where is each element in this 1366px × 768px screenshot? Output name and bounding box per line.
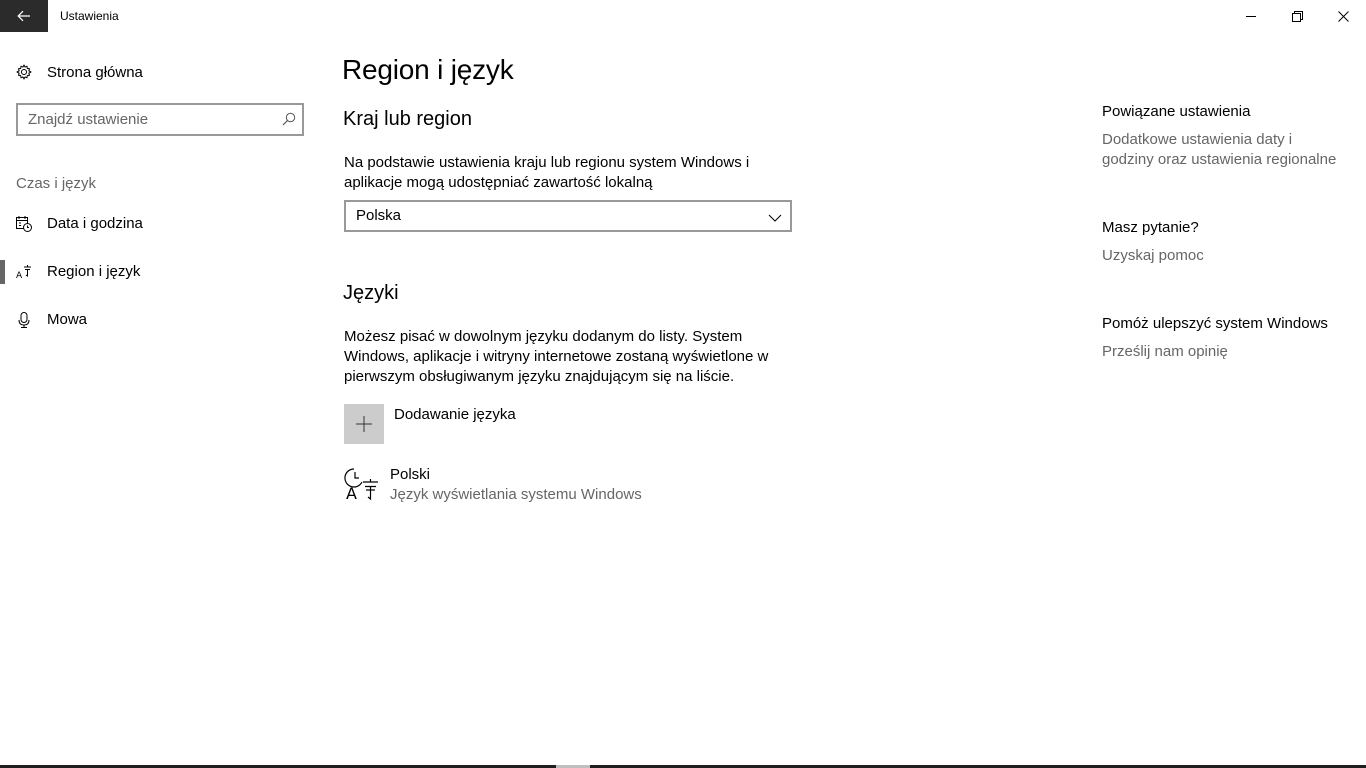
languages-description-line: Możesz pisać w dowolnym języku dodanym do listy. System <box>344 328 743 345</box>
language-subtitle: Język wyświetlania systemu Windows <box>390 486 642 503</box>
home-label: Strona główna <box>47 64 143 81</box>
sidebar-item-label: Mowa <box>47 311 88 328</box>
add-language-label: Dodawanie języka <box>394 406 516 423</box>
improve-heading: Pomóż ulepszyć system Windows <box>1102 315 1328 332</box>
question-heading: Masz pytanie? <box>1102 219 1199 236</box>
sidebar-item-date-time[interactable] <box>0 204 320 244</box>
region-description <box>344 153 749 193</box>
languages-description <box>344 327 768 387</box>
language-name: Polski <box>390 466 431 483</box>
related-link-line: Dodatkowe ustawienia daty i <box>1102 131 1293 148</box>
active-indicator <box>0 260 5 284</box>
region-description-line: aplikacje mogą udostępniać zawartość lokalną <box>344 174 653 191</box>
section-label: Czas i język <box>16 175 97 192</box>
sidebar-item-label: Data i godzina <box>47 215 143 232</box>
home-link[interactable] <box>0 58 320 88</box>
calendar-clock-icon <box>16 216 32 237</box>
restore-icon <box>1292 11 1303 22</box>
svg-text:A: A <box>16 271 23 280</box>
feedback-link[interactable]: Prześlij nam opinię <box>1102 343 1228 360</box>
sidebar <box>0 32 320 768</box>
region-heading: Kraj lub region <box>343 108 472 130</box>
country-selected-value: Polska <box>356 207 402 224</box>
languages-description-line: Windows, aplikacje i witryny internetowe zostaną wyświetlone w <box>344 348 769 365</box>
sidebar-item-label: Region i język <box>47 263 141 280</box>
add-language-tile[interactable] <box>344 404 384 444</box>
svg-text:A: A <box>346 484 357 502</box>
language-display-icon <box>344 466 380 507</box>
gear-icon <box>16 64 32 85</box>
languages-description-line: pierwszym obsługiwanym języku znajdującym się na liście. <box>344 368 735 385</box>
close-button[interactable] <box>1320 0 1366 32</box>
region-description-line: Na podstawie ustawienia kraju lub regionu system Windows i <box>344 154 750 171</box>
get-help-link[interactable]: Uzyskaj pomoc <box>1102 247 1204 264</box>
sidebar-item-region-language[interactable] <box>0 252 320 292</box>
app-title: Ustawienia <box>60 9 119 23</box>
country-dropdown[interactable] <box>344 200 792 232</box>
search-input[interactable] <box>18 105 268 134</box>
close-icon <box>1338 11 1349 22</box>
sidebar-item-speech[interactable] <box>0 300 320 340</box>
languages-heading: Języki <box>343 282 399 304</box>
related-heading: Powiązane ustawienia <box>1102 103 1251 120</box>
plus-icon <box>355 415 373 433</box>
search-icon[interactable] <box>282 112 296 131</box>
main-content <box>342 32 1042 768</box>
related-link-line: godziny oraz ustawienia regionalne <box>1102 151 1337 168</box>
minimize-button[interactable] <box>1228 0 1274 32</box>
back-arrow-icon <box>17 10 31 22</box>
microphone-icon <box>16 312 32 333</box>
page-title: Region i język <box>342 54 514 85</box>
minimize-icon <box>1246 11 1256 21</box>
region-language-icon <box>16 264 32 285</box>
related-settings-link[interactable] <box>1102 130 1352 170</box>
maximize-button[interactable] <box>1274 0 1320 32</box>
chevron-down-icon <box>768 210 782 228</box>
back-button[interactable] <box>0 0 48 32</box>
add-language-button[interactable] <box>344 404 644 444</box>
language-list-item[interactable] <box>344 464 744 508</box>
search-box[interactable] <box>16 103 304 136</box>
title-bar <box>0 0 1366 32</box>
